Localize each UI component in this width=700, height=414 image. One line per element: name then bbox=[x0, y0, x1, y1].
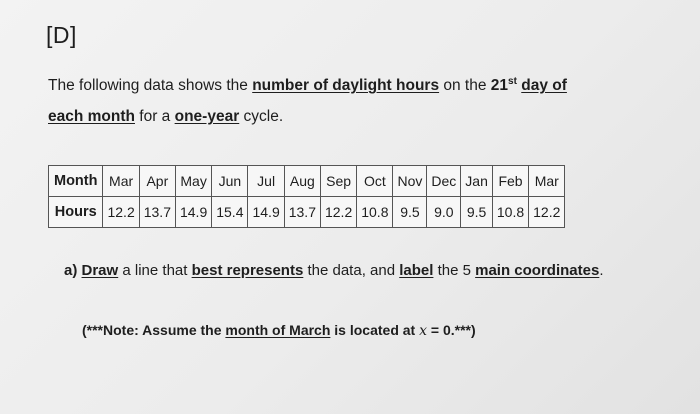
table-cell: Sep bbox=[320, 166, 356, 197]
table-cell: 15.4 bbox=[212, 197, 248, 228]
question-text: the data, and bbox=[303, 262, 400, 279]
note-text: (***Note: Assume the bbox=[82, 322, 226, 338]
daylight-table bbox=[48, 165, 565, 228]
table-cell: 9.5 bbox=[393, 197, 427, 228]
intro-text: on the bbox=[439, 77, 491, 95]
question-a bbox=[64, 262, 604, 279]
table-cell: Mar bbox=[103, 166, 139, 197]
table-cell: 9.5 bbox=[461, 197, 493, 228]
assumption-note bbox=[82, 322, 476, 339]
note-variable-x: x bbox=[419, 323, 428, 339]
table-cell: Nov bbox=[393, 166, 427, 197]
table-cell: 14.9 bbox=[175, 197, 211, 228]
question-label: a) bbox=[64, 262, 82, 279]
question-text: a line that bbox=[118, 262, 192, 279]
intro-paragraph bbox=[48, 66, 648, 132]
intro-text: for a bbox=[134, 108, 175, 126]
table-cell: Mar bbox=[529, 166, 565, 197]
note-emphasis-march: month of March bbox=[225, 322, 331, 338]
table-cell: Feb bbox=[492, 166, 528, 197]
table-row-label: Month bbox=[49, 166, 103, 197]
intro-emphasis-one-year: one-year bbox=[174, 108, 240, 126]
table-cell: 13.7 bbox=[139, 197, 175, 228]
table-cell: 12.2 bbox=[103, 197, 139, 228]
table-cell: Aug bbox=[284, 166, 320, 197]
table-cell: 9.0 bbox=[427, 197, 461, 228]
table-cell: Jun bbox=[212, 166, 248, 197]
question-emphasis-coordinates: main coordinates bbox=[475, 262, 600, 279]
table-row-months bbox=[49, 166, 565, 197]
table-cell: 14.9 bbox=[248, 197, 284, 228]
table-cell: May bbox=[175, 166, 211, 197]
question-emphasis-best: best represents bbox=[191, 262, 304, 279]
table-cell: 12.2 bbox=[320, 197, 356, 228]
question-text: . bbox=[599, 262, 604, 279]
question-emphasis-label: label bbox=[399, 262, 434, 279]
intro-text: cycle. bbox=[239, 108, 284, 126]
table-cell: 13.7 bbox=[284, 197, 320, 228]
question-text: the 5 bbox=[433, 262, 476, 279]
table-cell: 12.2 bbox=[529, 197, 565, 228]
note-text: is located at bbox=[330, 322, 420, 338]
table-cell: Jul bbox=[248, 166, 284, 197]
note-text: = 0.***) bbox=[427, 322, 476, 338]
intro-emphasis-daylight: number of daylight hours bbox=[252, 77, 440, 95]
intro-ordinal-suffix: st bbox=[508, 76, 517, 87]
table-row-label: Hours bbox=[49, 197, 103, 228]
table-row-hours bbox=[49, 197, 565, 228]
section-heading: [D] bbox=[46, 22, 77, 48]
table-cell: Dec bbox=[427, 166, 461, 197]
intro-text: The following data shows the bbox=[48, 77, 253, 95]
table-cell: Apr bbox=[139, 166, 175, 197]
table-cell: 10.8 bbox=[357, 197, 393, 228]
intro-emphasis-day-of: day of bbox=[521, 77, 567, 95]
intro-emphasis-each-month: each month bbox=[48, 108, 135, 126]
table-cell: 10.8 bbox=[492, 197, 528, 228]
intro-day-number: 21 bbox=[490, 77, 509, 95]
table-cell: Oct bbox=[357, 166, 393, 197]
question-emphasis-draw: Draw bbox=[81, 262, 119, 279]
table-cell: Jan bbox=[461, 166, 493, 197]
